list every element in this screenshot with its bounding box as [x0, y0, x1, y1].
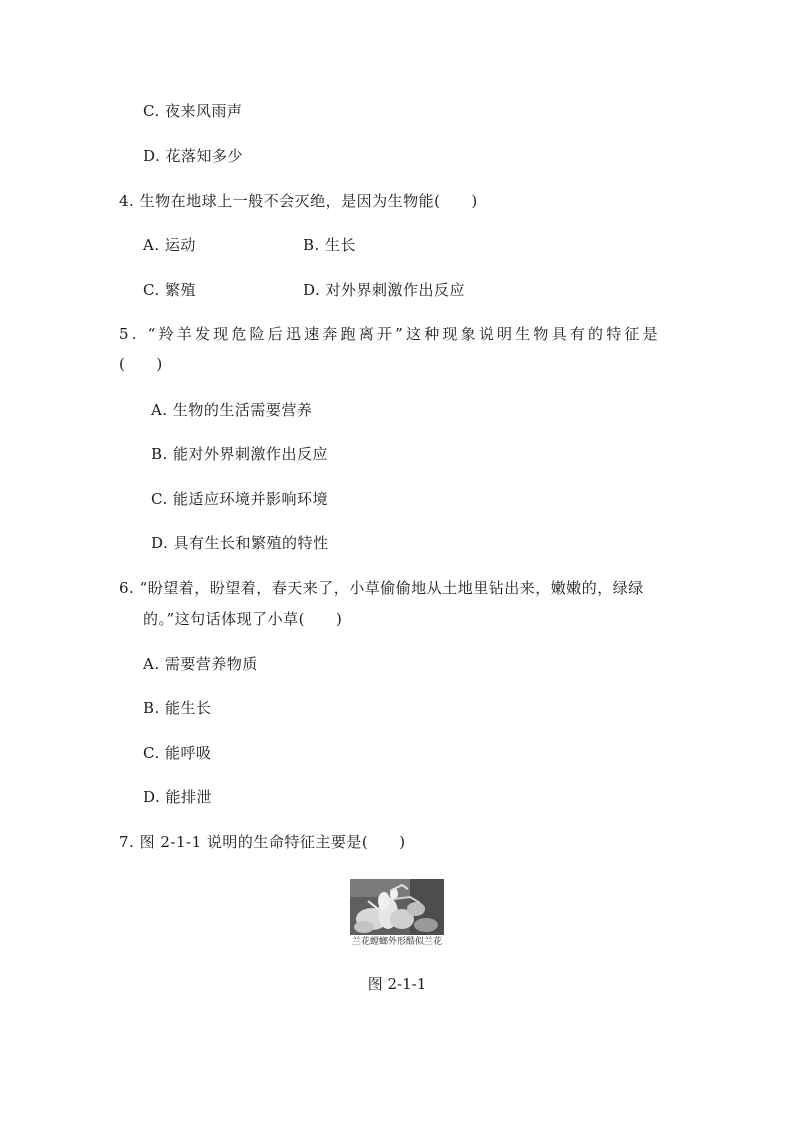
q5-option-d: D. 具有生长和繁殖的特性 — [151, 534, 329, 552]
q6-option-a: A. 需要营养物质 — [143, 655, 258, 673]
q5-stem-line1: 5. “羚羊发现危险后迅速奔跑离开”这种现象说明生物具有的特征是 — [119, 325, 661, 343]
q3-option-c: C. 夜来风雨声 — [143, 102, 243, 120]
q4-stem: 4. 生物在地球上一般不会灭绝，是因为生物能( ) — [119, 192, 478, 210]
q4-option-c: C. 繁殖 — [143, 281, 196, 299]
q4-option-d: D. 对外界刺激作出反应 — [303, 281, 466, 299]
q6-option-c: C. 能呼吸 — [143, 744, 212, 762]
q5-option-b: B. 能对外界刺激作出反应 — [151, 445, 329, 463]
q6-option-d: D. 能排泄 — [143, 788, 213, 806]
q4-option-b: B. 生长 — [303, 236, 357, 254]
q4-option-a: A. 运动 — [143, 236, 196, 254]
q5-option-a: A. 生物的生活需要营养 — [151, 401, 313, 419]
orchid-mantis-photo — [350, 879, 444, 935]
q6-stem-line1: 6. “盼望着，盼望着，春天来了，小草偷偷地从土地里钻出来，嫩嫩的，绿绿 — [119, 579, 644, 597]
q3-option-d: D. 花落知多少 — [143, 147, 244, 165]
q6-stem-line2: 的。”这句话体现了小草( ) — [143, 610, 343, 628]
figure-label: 图 2-1-1 — [367, 975, 427, 993]
image-caption: 兰花螳螂外形酷似兰花 — [351, 937, 442, 947]
q7-stem: 7. 图 2-1-1 说明的生命特征主要是( ) — [119, 833, 406, 851]
q6-option-b: B. 能生长 — [143, 699, 212, 717]
q5-option-c: C. 能适应环境并影响环境 — [151, 490, 328, 508]
q5-stem-line2: ( ) — [119, 355, 163, 373]
